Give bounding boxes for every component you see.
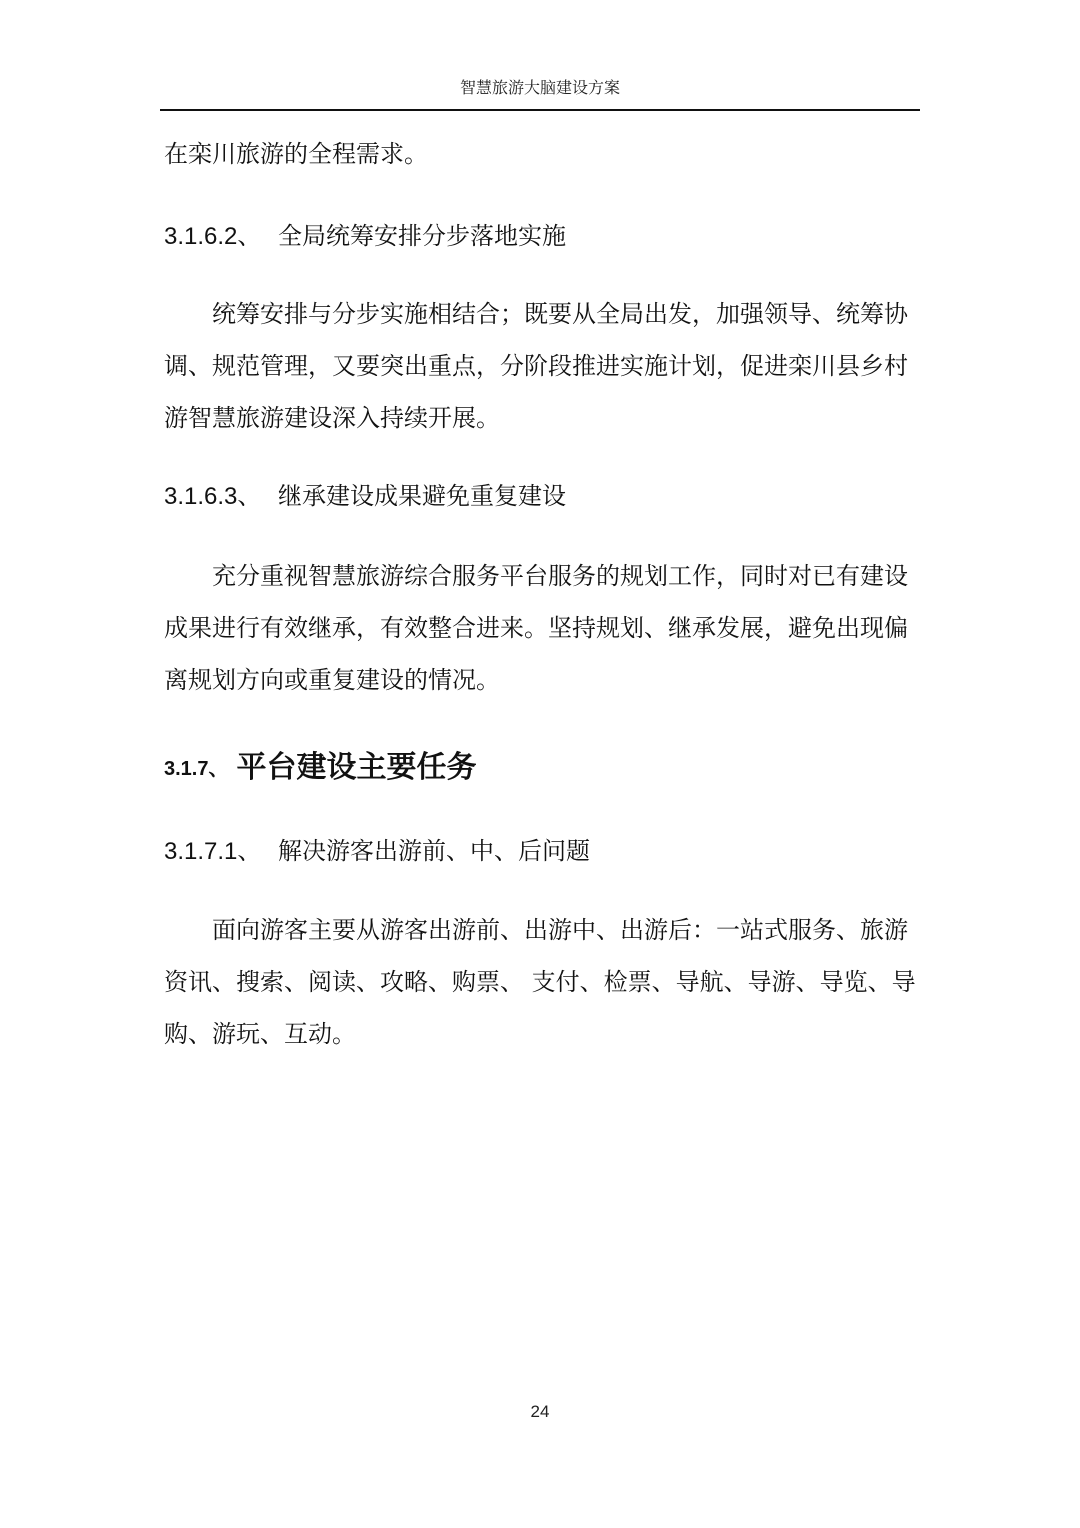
header-divider [160, 109, 920, 111]
section-heading-3-1-7-1 [164, 833, 916, 870]
section-heading-3-1-7 [164, 742, 916, 786]
paragraph-inherit-results: 充分重视智慧旅游综合服务平台服务的规划工作，同时对已有建设成果进行有效继承，有效整合进来。坚持规划、继承发展，避免出现偏离规划方向或重复建设的情况。 [164, 562, 908, 694]
page-number: 24 [530, 1402, 550, 1421]
section-number: 3.1.7、 [164, 758, 229, 780]
section-number: 3.1.7.1、 [164, 838, 262, 865]
section-title: 继承建设成果避免重复建设 [278, 482, 566, 510]
section-heading-3-1-6-2 [164, 218, 916, 255]
section-title: 解决游客出游前、中、后问题 [278, 837, 590, 865]
paragraph-continuation: 在栾川旅游的全程需求。 [164, 140, 428, 168]
running-header-title: 智慧旅游大脑建设方案 [459, 78, 620, 97]
section-number: 3.1.6.2、 [164, 223, 262, 250]
section-number: 3.1.6.3、 [164, 483, 262, 510]
paragraph-tourist-services: 面向游客主要从游客出游前、出游中、出游后：一站式服务、旅游资讯、搜索、阅读、攻略、购票、 支付、检票、导航、导游、导览、导购、游玩、互动。 [164, 916, 916, 1048]
section-title: 全局统筹安排分步落地实施 [278, 222, 566, 250]
section-title: 平台建设主要任务 [236, 750, 477, 785]
paragraph-overall-planning: 统筹安排与分步实施相结合；既要从全局出发，加强领导、统筹协调、规范管理，又要突出重点，分阶段推进实施计划，促进栾川县乡村游智慧旅游建设深入持续开展。 [164, 300, 908, 432]
section-heading-3-1-6-3 [164, 478, 916, 515]
